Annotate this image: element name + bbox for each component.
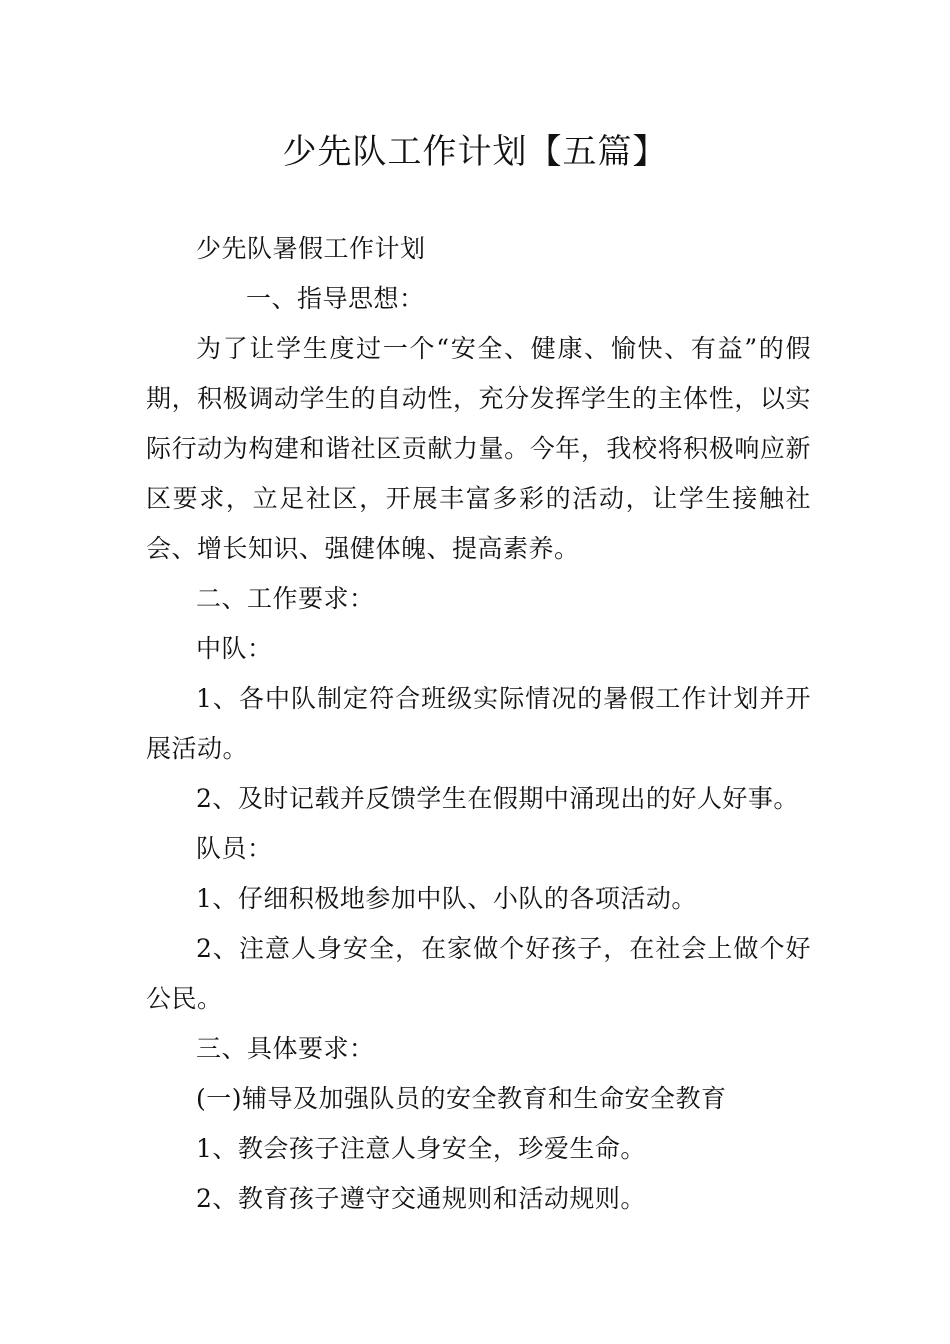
document-title: 少先队工作计划【五篇】 — [282, 132, 668, 172]
heading-work-requirements: 二、工作要求： — [196, 584, 375, 613]
subheading-safety-education: (一)辅导及加强队员的安全教育和生命安全教育 — [196, 1084, 727, 1113]
list-item-safety-1: 1、教会孩子注意人身安全，珍爱生命。 — [196, 1134, 646, 1163]
heading-guiding-thought: 一、指导思想： — [246, 284, 425, 313]
label-members: 队员： — [196, 834, 273, 863]
document-body — [146, 224, 811, 1224]
heading-specific-requirements: 三、具体要求： — [196, 1034, 375, 1063]
section-heading-summer-plan: 少先队暑假工作计划 — [196, 234, 426, 263]
list-item-members-1: 1、仔细积极地参加中队、小队的各项活动。 — [196, 884, 697, 913]
list-item-safety-2: 2、教育孩子遵守交通规则和活动规则。 — [196, 1184, 646, 1213]
label-squadron: 中队： — [196, 634, 273, 663]
paragraph-guiding-thought: 为了让学生度过一个“安全、健康、愉快、有益”的假期，积极调动学生的自动性，充分发挥学生的主体性，以实际行动为构建和谐社区贡献力量。今年，我校将积极响应新区要求，立足社区，开展丰富多彩的活动，让学生接触社会、增长知识、强健体魄、提高素养。 — [146, 334, 811, 563]
list-item-members-2: 2、注意人身安全，在家做个好孩子，在社会上做个好公民。 — [146, 934, 811, 1013]
list-item-squadron-2: 2、及时记载并反馈学生在假期中涌现出的好人好事。 — [196, 784, 799, 813]
list-item-squadron-1: 1、各中队制定符合班级实际情况的暑假工作计划并开展活动。 — [146, 684, 811, 763]
